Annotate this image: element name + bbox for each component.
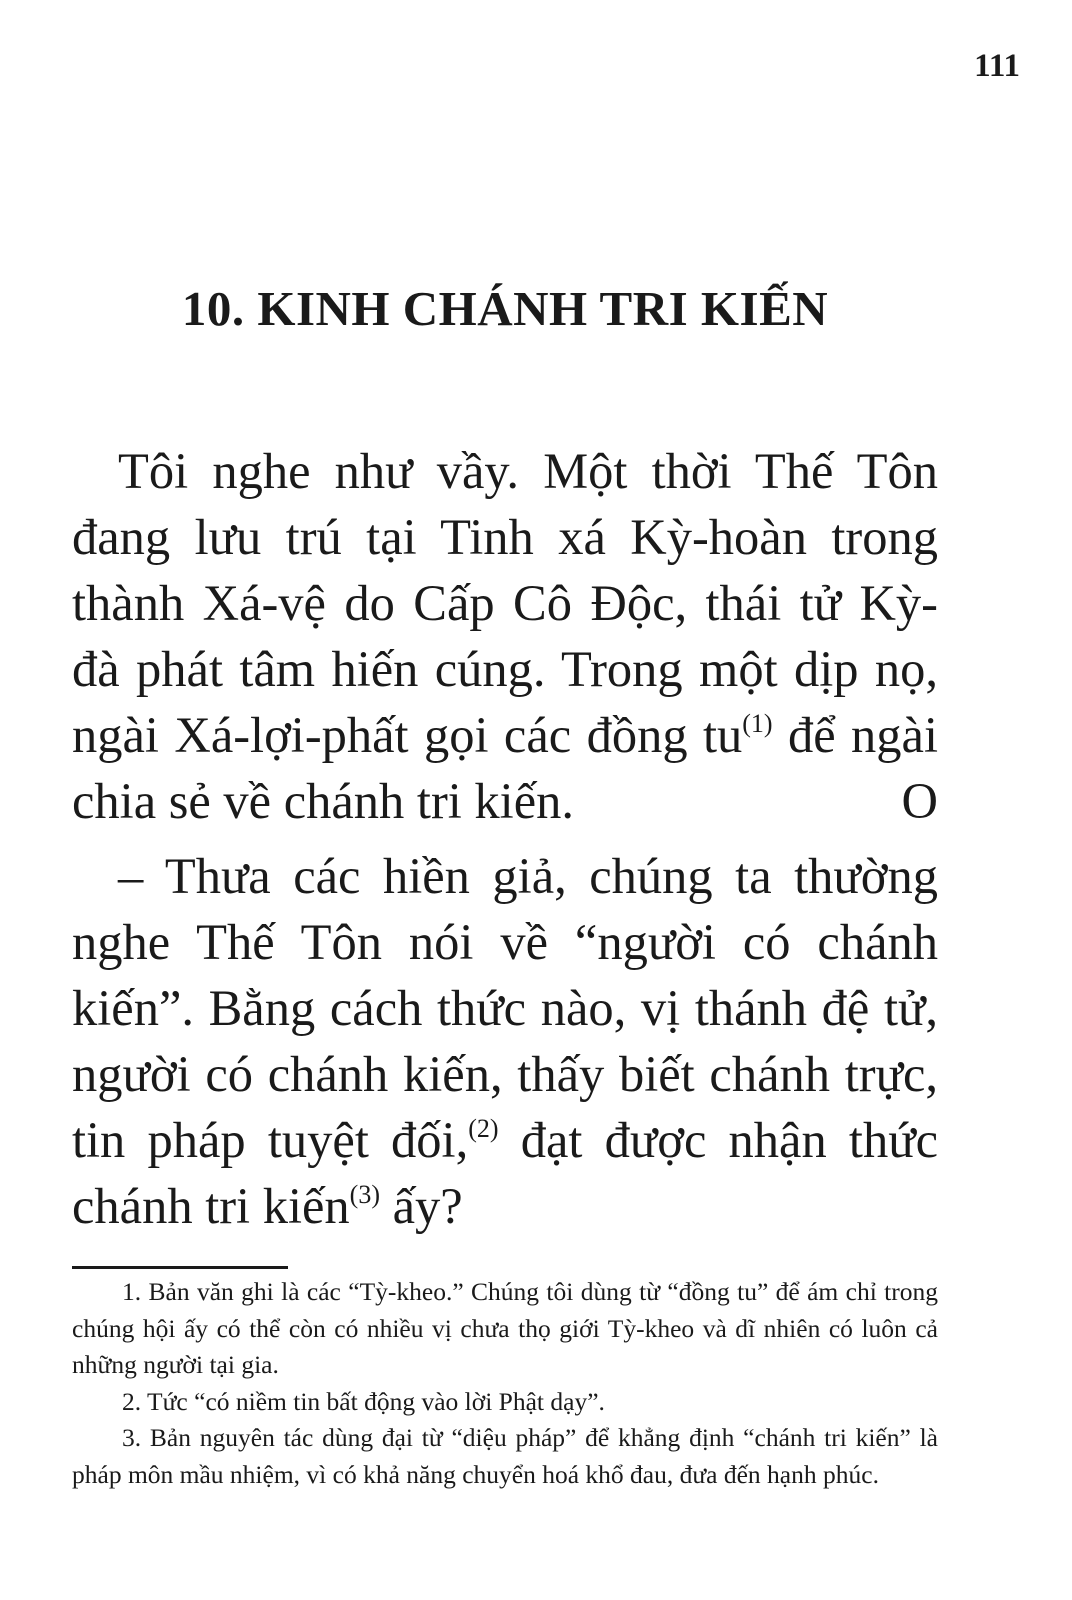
chapter-title: 10. KINH CHÁNH TRI KIẾN (181, 281, 829, 336)
footnote-ref-1: (1) (742, 709, 773, 738)
paragraph-1-text-b: để ngài chia sẻ về chánh tri kiến. (72, 707, 938, 829)
footnote-ref-2: (2) (468, 1114, 499, 1143)
section-mark: O (901, 773, 938, 829)
page-number: 111 (974, 48, 1020, 84)
footnote-separator (72, 1266, 288, 1269)
footnote-1: 1. Bản văn ghi là các “Tỳ-kheo.” Chúng tôi dùng từ “đồng tu” để ám chỉ trong chúng hội ấy có thể còn có nhiều vị chưa thọ giới Tỳ-kheo và dĩ nhiên có luôn cả những người tại gia. (72, 1277, 938, 1379)
paragraph-2-text-c: ấy? (379, 1178, 463, 1234)
footnote-ref-3: (3) (349, 1180, 380, 1209)
paragraph-2 (72, 843, 938, 1239)
footnotes (72, 1274, 938, 1493)
paragraph-1-text-a: Tôi nghe như vầy. Một thời Thế Tôn đang lưu trú tại Tinh xá Kỳ-hoàn trong thành Xá-vệ do Cấp Cô Độc, thái tử Kỳ-đà phát tâm hiến cúng. Trong một dịp nọ, ngài Xá-lợi-phất gọi các đồng tu (72, 443, 938, 763)
main-text (72, 438, 938, 1239)
paragraph-1 (72, 438, 938, 834)
paragraph-2-text-b: đạt được nhận thức chánh tri kiến (72, 1112, 938, 1234)
footnote-2: 2. Tức “có niềm tin bất động vào lời Phật dạy”. (122, 1386, 605, 1416)
paragraph-2-text-a: – Thưa các hiền giả, chúng ta thường nghe Thế Tôn nói về “người có chánh kiến”. Bằng cách thức nào, vị thánh đệ tử, người có chánh kiến, thấy biết chánh trực, tin pháp tuyệt đối, (72, 848, 938, 1168)
footnote-3: 3. Bản nguyên tác dùng đại từ “diệu pháp” để khẳng định “chánh tri kiến” là pháp môn mầu nhiệm, vì có khả năng chuyển hoá khổ đau, đưa đến hạnh phúc. (72, 1423, 938, 1489)
